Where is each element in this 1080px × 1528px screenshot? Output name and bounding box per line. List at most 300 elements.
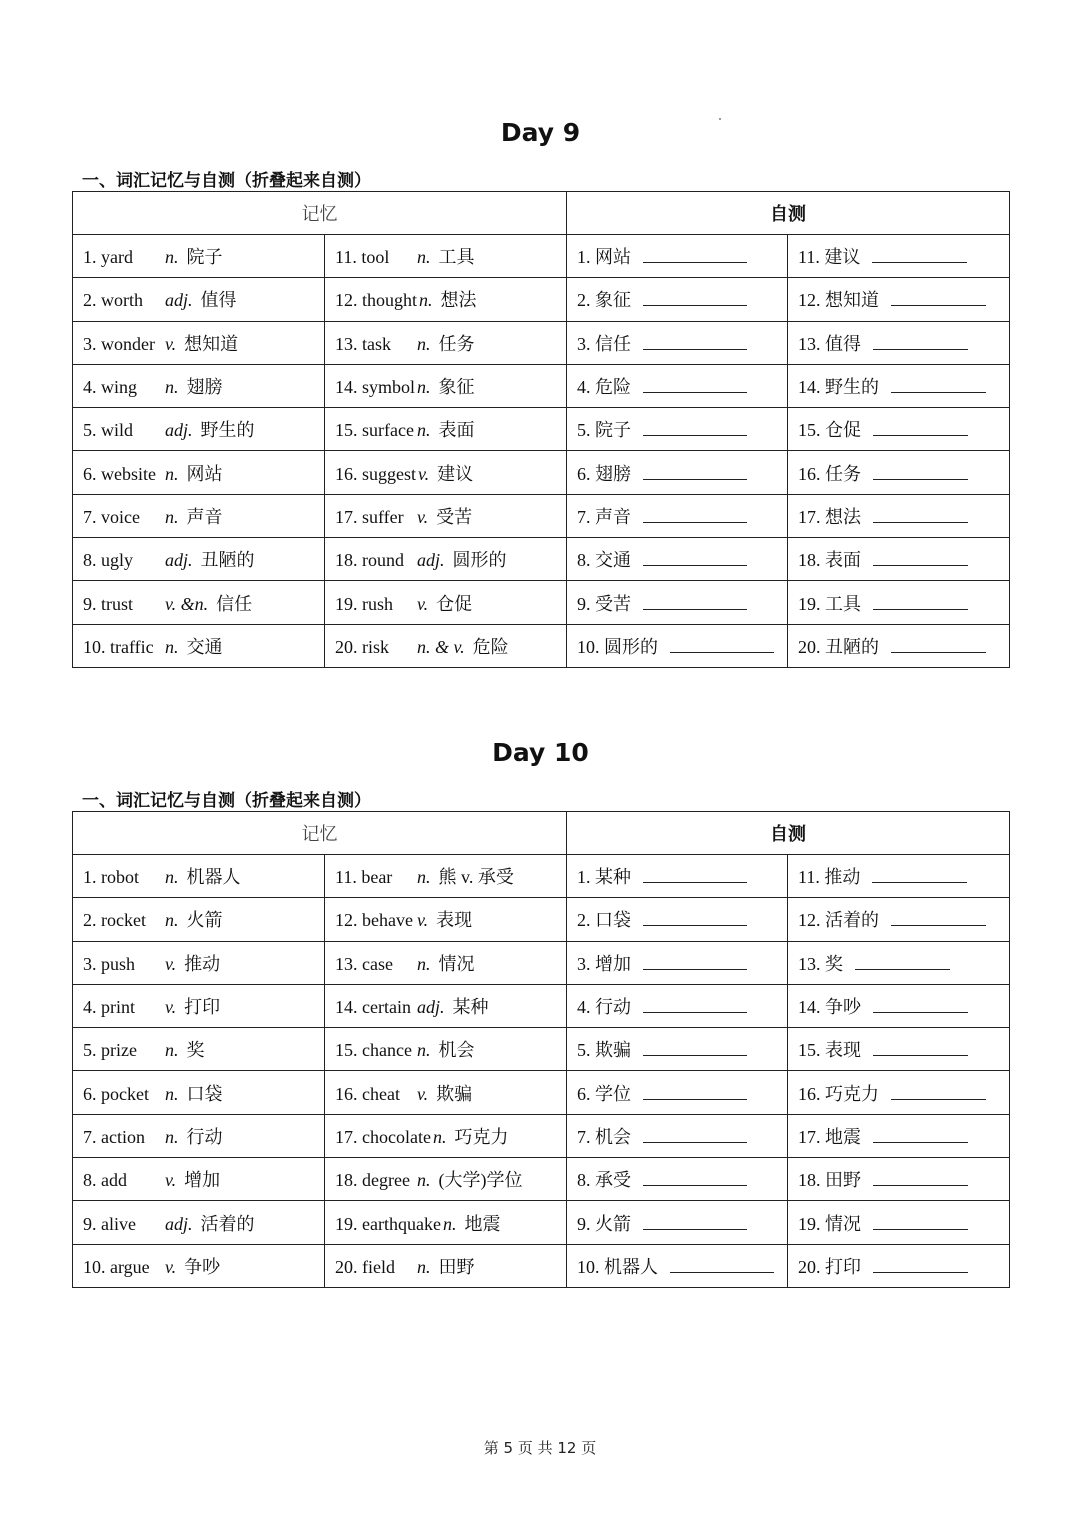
vocab-meaning: 丑陋的: [200, 550, 255, 571]
part-of-speech: n. & v.: [417, 636, 465, 657]
self-test-prompt: 11. 推动: [798, 867, 861, 888]
vocab-meaning: 机器人: [186, 867, 241, 888]
memory-cell: [73, 451, 325, 494]
part-of-speech: n.: [417, 333, 431, 354]
vocab-meaning: 推动: [184, 953, 221, 974]
part-of-speech: adj.: [165, 550, 193, 571]
answer-blank[interactable]: [873, 1258, 968, 1273]
part-of-speech: adj.: [417, 550, 445, 571]
vocab-meaning: 某种: [452, 997, 489, 1018]
self-test-cell: [567, 494, 788, 537]
part-of-speech: v.: [165, 333, 177, 354]
self-test-prompt: 14. 争吵: [798, 997, 861, 1018]
answer-blank[interactable]: [873, 508, 968, 523]
vocab-word: 8. add: [83, 1170, 127, 1191]
memory-cell: [325, 1114, 567, 1157]
part-of-speech: n.: [165, 636, 179, 657]
self-test-cell: [788, 1071, 1010, 1114]
self-test-prompt: 18. 表面: [798, 550, 861, 571]
vocab-meaning: 奖: [186, 1040, 205, 1061]
part-of-speech: v.: [165, 997, 177, 1018]
answer-blank[interactable]: [643, 1128, 747, 1143]
table-row: [73, 624, 1010, 667]
self-test-cell: [567, 1028, 788, 1071]
vocab-word: 19. rush: [335, 593, 393, 614]
part-of-speech: n.: [165, 910, 179, 931]
vocab-word: 4. print: [83, 997, 135, 1018]
vocab-word: 9. alive: [83, 1213, 136, 1234]
vocab-word: 12. thought: [335, 290, 418, 311]
vocab-meaning: 值得: [200, 290, 237, 311]
vocab-meaning: 行动: [186, 1126, 223, 1147]
answer-blank[interactable]: [643, 1215, 747, 1230]
vocab-meaning: 任务: [438, 333, 475, 354]
answer-blank[interactable]: [643, 465, 747, 480]
self-test-cell: [788, 984, 1010, 1027]
vocab-meaning: (大学)学位: [438, 1170, 523, 1191]
vocab-meaning: 仓促: [436, 593, 473, 614]
memory-cell: [73, 1114, 325, 1157]
answer-blank[interactable]: [670, 638, 774, 653]
self-test-cell: [567, 941, 788, 984]
answer-blank[interactable]: [643, 421, 747, 436]
vocab-meaning: 危险: [472, 636, 509, 657]
memory-cell: [325, 855, 567, 898]
answer-blank[interactable]: [873, 421, 968, 436]
answer-blank[interactable]: [873, 1171, 968, 1186]
vocab-word: 11. bear: [335, 867, 393, 888]
part-of-speech: n.: [419, 290, 433, 311]
self-test-cell: [567, 278, 788, 321]
memory-cell: [325, 494, 567, 537]
memory-cell: [325, 408, 567, 451]
self-test-cell: [788, 624, 1010, 667]
self-test-prompt: 12. 想知道: [798, 290, 879, 311]
vocab-word: 3. push: [83, 953, 136, 974]
memory-cell: [73, 1244, 325, 1287]
answer-blank[interactable]: [873, 1215, 968, 1230]
memory-cell: [325, 1158, 567, 1201]
answer-blank[interactable]: [643, 291, 747, 306]
answer-blank[interactable]: [643, 508, 747, 523]
answer-blank[interactable]: [643, 551, 747, 566]
vocab-meaning: 巧克力: [454, 1126, 509, 1147]
memory-cell: [325, 451, 567, 494]
vocab-meaning: 象征: [438, 377, 475, 398]
vocab-meaning: 活着的: [200, 1213, 255, 1234]
vocab-meaning: 工具: [438, 247, 475, 268]
memory-cell: [325, 538, 567, 581]
self-test-prompt: 3. 增加: [577, 953, 631, 974]
self-test-prompt: 20. 丑陋的: [798, 636, 879, 657]
memory-cell: [73, 984, 325, 1027]
vocab-meaning: 熊 v. 承受: [438, 867, 514, 888]
self-test-prompt: 9. 受苦: [577, 593, 631, 614]
memory-cell: [73, 1071, 325, 1114]
answer-blank[interactable]: [643, 1041, 747, 1056]
vocab-word: 7. voice: [83, 506, 140, 527]
vocab-word: 10. argue: [83, 1256, 150, 1277]
self-test-cell: [788, 1201, 1010, 1244]
answer-blank[interactable]: [643, 595, 747, 610]
self-test-prompt: 2. 口袋: [577, 910, 631, 931]
vocab-meaning: 声音: [186, 506, 223, 527]
self-test-prompt: 8. 交通: [577, 550, 631, 571]
self-test-prompt: 9. 火箭: [577, 1213, 631, 1234]
memory-cell: [73, 494, 325, 537]
memory-cell: [325, 898, 567, 941]
vocab-meaning: 想法: [440, 290, 477, 311]
vocab-word: 7. action: [83, 1126, 145, 1147]
self-test-cell: [567, 408, 788, 451]
vocab-meaning: 信任: [216, 593, 253, 614]
table-row: [73, 364, 1010, 407]
memory-cell: [325, 235, 567, 278]
vocab-meaning: 情况: [438, 953, 475, 974]
part-of-speech: v.: [417, 910, 429, 931]
answer-blank[interactable]: [891, 911, 986, 926]
self-test-prompt: 1. 网站: [577, 247, 631, 268]
day-title: Day 9: [500, 118, 581, 147]
self-test-cell: [788, 538, 1010, 581]
table-row: [73, 1028, 1010, 1071]
self-test-cell: [788, 278, 1010, 321]
answer-blank[interactable]: [643, 248, 747, 263]
part-of-speech: n.: [165, 1040, 179, 1061]
vocab-word: 13. case: [335, 953, 393, 974]
vocab-word: 11. tool: [335, 247, 390, 268]
part-of-speech: n.: [417, 867, 431, 888]
self-test-prompt: 15. 仓促: [798, 420, 861, 441]
self-test-prompt: 17. 想法: [798, 506, 861, 527]
table-row: [73, 898, 1010, 941]
part-of-speech: v.: [165, 953, 177, 974]
vocab-meaning: 想知道: [184, 333, 239, 354]
vocab-meaning: 欺骗: [436, 1083, 473, 1104]
self-test-cell: [788, 1028, 1010, 1071]
self-test-cell: [788, 321, 1010, 364]
self-test-cell: [567, 855, 788, 898]
table-row: [73, 1244, 1010, 1287]
self-test-cell: [788, 855, 1010, 898]
section-subheading: 一、词汇记忆与自测（折叠起来自测）: [82, 171, 371, 191]
memory-cell: [73, 1158, 325, 1201]
part-of-speech: n.: [417, 377, 431, 398]
table-row: [73, 408, 1010, 451]
vocab-word: 14. symbol: [335, 377, 416, 398]
part-of-speech: n.: [432, 1126, 447, 1147]
table-row: [73, 1201, 1010, 1244]
vocab-word: 18. degree: [335, 1170, 410, 1191]
answer-blank[interactable]: [873, 595, 968, 610]
vocab-word: 6. website: [83, 463, 156, 484]
memory-cell: [73, 235, 325, 278]
answer-blank[interactable]: [891, 1085, 986, 1100]
answer-blank[interactable]: [873, 1128, 968, 1143]
answer-blank[interactable]: [873, 1041, 968, 1056]
self-test-prompt: 5. 欺骗: [577, 1040, 631, 1061]
part-of-speech: n.: [165, 1126, 179, 1147]
self-test-cell: [567, 364, 788, 407]
table-row: [73, 321, 1010, 364]
vocab-table: [72, 811, 1010, 1288]
self-test-cell: [567, 1244, 788, 1287]
vocab-meaning: 打印: [184, 997, 221, 1018]
self-test-prompt: 7. 机会: [577, 1126, 631, 1147]
part-of-speech: n.: [417, 1040, 431, 1061]
table-row: [73, 235, 1010, 278]
table-row: [73, 1158, 1010, 1201]
self-test-prompt: 18. 田野: [798, 1170, 861, 1191]
part-of-speech: v.: [417, 1083, 429, 1104]
self-test-cell: [788, 364, 1010, 407]
self-test-prompt: 4. 危险: [577, 377, 631, 398]
self-test-prompt: 11. 建议: [798, 247, 861, 268]
self-test-prompt: 15. 表现: [798, 1040, 861, 1061]
self-test-prompt: 17. 地震: [798, 1126, 861, 1147]
vocab-meaning: 口袋: [186, 1083, 223, 1104]
part-of-speech: n.: [417, 1256, 431, 1277]
memory-cell: [325, 581, 567, 624]
self-test-cell: [567, 624, 788, 667]
answer-blank[interactable]: [872, 248, 967, 263]
vocab-word: 5. prize: [83, 1040, 137, 1061]
vocab-word: 20. field: [335, 1256, 395, 1277]
memory-cell: [73, 278, 325, 321]
part-of-speech: n.: [417, 247, 431, 268]
table-row: [73, 941, 1010, 984]
vocab-word: 15. surface: [335, 420, 414, 441]
vocab-word: 5. wild: [83, 420, 134, 441]
memory-header: 记忆: [73, 812, 567, 855]
part-of-speech: adj.: [165, 1213, 193, 1234]
table-row: [73, 855, 1010, 898]
part-of-speech: n.: [165, 1083, 179, 1104]
self-test-prompt: 19. 情况: [798, 1213, 861, 1234]
part-of-speech: v.: [417, 593, 429, 614]
self-test-header: 自测: [567, 812, 1010, 855]
answer-blank[interactable]: [873, 335, 968, 350]
self-test-cell: [567, 984, 788, 1027]
memory-header: 记忆: [73, 192, 567, 235]
self-test-prompt: 13. 值得: [798, 333, 861, 354]
vocab-word: 19. earthquake: [335, 1213, 441, 1234]
memory-cell: [73, 1201, 325, 1244]
answer-blank[interactable]: [891, 291, 986, 306]
self-test-cell: [788, 1244, 1010, 1287]
answer-blank[interactable]: [643, 998, 747, 1013]
memory-cell: [73, 1028, 325, 1071]
memory-cell: [73, 624, 325, 667]
vocab-meaning: 建议: [437, 463, 474, 484]
part-of-speech: n.: [165, 506, 179, 527]
memory-cell: [325, 1201, 567, 1244]
vocab-meaning: 圆形的: [452, 550, 507, 571]
table-row: [73, 984, 1010, 1027]
vocab-meaning: 增加: [184, 1170, 221, 1191]
self-test-prompt: 6. 学位: [577, 1083, 631, 1104]
part-of-speech: v.: [165, 1256, 177, 1277]
self-test-prompt: 5. 院子: [577, 420, 631, 441]
vocab-meaning: 地震: [464, 1213, 501, 1234]
vocab-word: 8. ugly: [83, 550, 134, 571]
part-of-speech: n.: [417, 420, 431, 441]
memory-cell: [73, 364, 325, 407]
self-test-cell: [788, 941, 1010, 984]
answer-blank[interactable]: [670, 1258, 774, 1273]
answer-blank[interactable]: [891, 378, 986, 393]
vocab-table: [72, 191, 1010, 668]
vocab-meaning: 交通: [186, 636, 223, 657]
part-of-speech: v.: [417, 506, 429, 527]
self-test-prompt: 16. 任务: [798, 463, 861, 484]
self-test-prompt: 14. 野生的: [798, 377, 879, 398]
answer-blank[interactable]: [643, 868, 747, 883]
vocab-word: 16. cheat: [335, 1083, 400, 1104]
self-test-prompt: 4. 行动: [577, 997, 631, 1018]
self-test-cell: [788, 494, 1010, 537]
part-of-speech: n.: [165, 867, 179, 888]
part-of-speech: n.: [165, 377, 179, 398]
answer-blank[interactable]: [643, 955, 747, 970]
self-test-cell: [788, 1158, 1010, 1201]
answer-blank[interactable]: [643, 911, 747, 926]
vocab-meaning: 野生的: [200, 420, 255, 441]
answer-blank[interactable]: [873, 465, 968, 480]
vocab-meaning: 院子: [186, 247, 223, 268]
vocab-word: 15. chance: [335, 1040, 412, 1061]
answer-blank[interactable]: [643, 1171, 747, 1186]
vocab-meaning: 表面: [438, 420, 475, 441]
page-footer: 第 5 页 共 12 页: [483, 1439, 597, 1457]
vocab-word: 1. yard: [83, 247, 133, 268]
memory-cell: [73, 855, 325, 898]
self-test-prompt: 10. 机器人: [577, 1256, 658, 1277]
memory-cell: [325, 1071, 567, 1114]
vocab-word: 2. worth: [83, 290, 143, 311]
memory-cell: [73, 941, 325, 984]
part-of-speech: n.: [417, 953, 431, 974]
self-test-cell: [788, 408, 1010, 451]
part-of-speech: n.: [442, 1213, 457, 1234]
table-row: [73, 494, 1010, 537]
answer-blank[interactable]: [643, 1085, 747, 1100]
vocab-meaning: 表现: [436, 910, 473, 931]
vocab-word: 18. round: [335, 550, 404, 571]
part-of-speech: n.: [165, 463, 179, 484]
self-test-cell: [567, 538, 788, 581]
memory-cell: [325, 1244, 567, 1287]
memory-cell: [325, 941, 567, 984]
vocab-word: 10. traffic: [83, 636, 154, 657]
self-test-prompt: 3. 信任: [577, 333, 631, 354]
part-of-speech: v. &n.: [165, 593, 209, 614]
memory-cell: [73, 898, 325, 941]
self-test-cell: [788, 1114, 1010, 1157]
answer-blank[interactable]: [643, 335, 747, 350]
table-row: [73, 1114, 1010, 1157]
self-test-prompt: 16. 巧克力: [798, 1083, 879, 1104]
part-of-speech: adj.: [165, 420, 193, 441]
vocab-word: 12. behave: [335, 910, 413, 931]
self-test-prompt: 10. 圆形的: [577, 636, 658, 657]
self-test-cell: [567, 1114, 788, 1157]
self-test-prompt: 13. 奖: [798, 953, 843, 974]
answer-blank[interactable]: [873, 551, 968, 566]
self-test-cell: [567, 1201, 788, 1244]
memory-cell: [325, 278, 567, 321]
self-test-prompt: 20. 打印: [798, 1256, 861, 1277]
self-test-cell: [567, 898, 788, 941]
table-row: [73, 1071, 1010, 1114]
part-of-speech: n.: [417, 1170, 431, 1191]
memory-cell: [325, 1028, 567, 1071]
memory-cell: [73, 581, 325, 624]
self-test-prompt: 8. 承受: [577, 1170, 631, 1191]
part-of-speech: v.: [418, 463, 430, 484]
answer-blank[interactable]: [855, 955, 950, 970]
self-test-cell: [788, 451, 1010, 494]
memory-cell: [73, 408, 325, 451]
vocab-meaning: 争吵: [184, 1256, 221, 1277]
table-row: [73, 278, 1010, 321]
vocab-word: 4. wing: [83, 377, 137, 398]
answer-blank[interactable]: [643, 378, 747, 393]
self-test-header: 自测: [567, 192, 1010, 235]
memory-cell: [325, 624, 567, 667]
self-test-prompt: 19. 工具: [798, 593, 861, 614]
self-test-prompt: 2. 象征: [577, 290, 631, 311]
answer-blank[interactable]: [873, 998, 968, 1013]
vocab-meaning: 翅膀: [186, 377, 223, 398]
vocab-meaning: 受苦: [436, 506, 473, 527]
vocab-word: 3. wonder: [83, 333, 155, 354]
self-test-cell: [788, 581, 1010, 624]
memory-cell: [73, 321, 325, 364]
self-test-cell: [567, 581, 788, 624]
table-row: [73, 581, 1010, 624]
vocab-word: 2. rocket: [83, 910, 146, 931]
self-test-prompt: 6. 翅膀: [577, 463, 631, 484]
vocab-word: 6. pocket: [83, 1083, 149, 1104]
vocab-meaning: 网站: [186, 463, 223, 484]
vocab-word: 17. suffer: [335, 506, 404, 527]
answer-blank[interactable]: [872, 868, 967, 883]
part-of-speech: adj.: [165, 290, 193, 311]
vocab-word: 20. risk: [335, 636, 389, 657]
vocab-word: 9. trust: [83, 593, 134, 614]
vocab-word: 16. suggest: [335, 463, 416, 484]
memory-cell: [325, 321, 567, 364]
memory-cell: [325, 984, 567, 1027]
part-of-speech: n.: [165, 247, 179, 268]
self-test-cell: [567, 1071, 788, 1114]
self-test-cell: [567, 321, 788, 364]
vocab-meaning: 火箭: [186, 910, 223, 931]
vocab-word: 13. task: [335, 333, 391, 354]
answer-blank[interactable]: [891, 638, 986, 653]
self-test-cell: [567, 1158, 788, 1201]
memory-cell: [73, 538, 325, 581]
self-test-cell: [788, 898, 1010, 941]
part-of-speech: v.: [165, 1170, 177, 1191]
vocab-meaning: 机会: [438, 1040, 475, 1061]
vocab-word: 17. chocolate: [335, 1126, 431, 1147]
self-test-cell: [567, 451, 788, 494]
self-test-prompt: 7. 声音: [577, 506, 631, 527]
vocab-word: 14. certain: [335, 997, 411, 1018]
self-test-prompt: 1. 某种: [577, 867, 631, 888]
